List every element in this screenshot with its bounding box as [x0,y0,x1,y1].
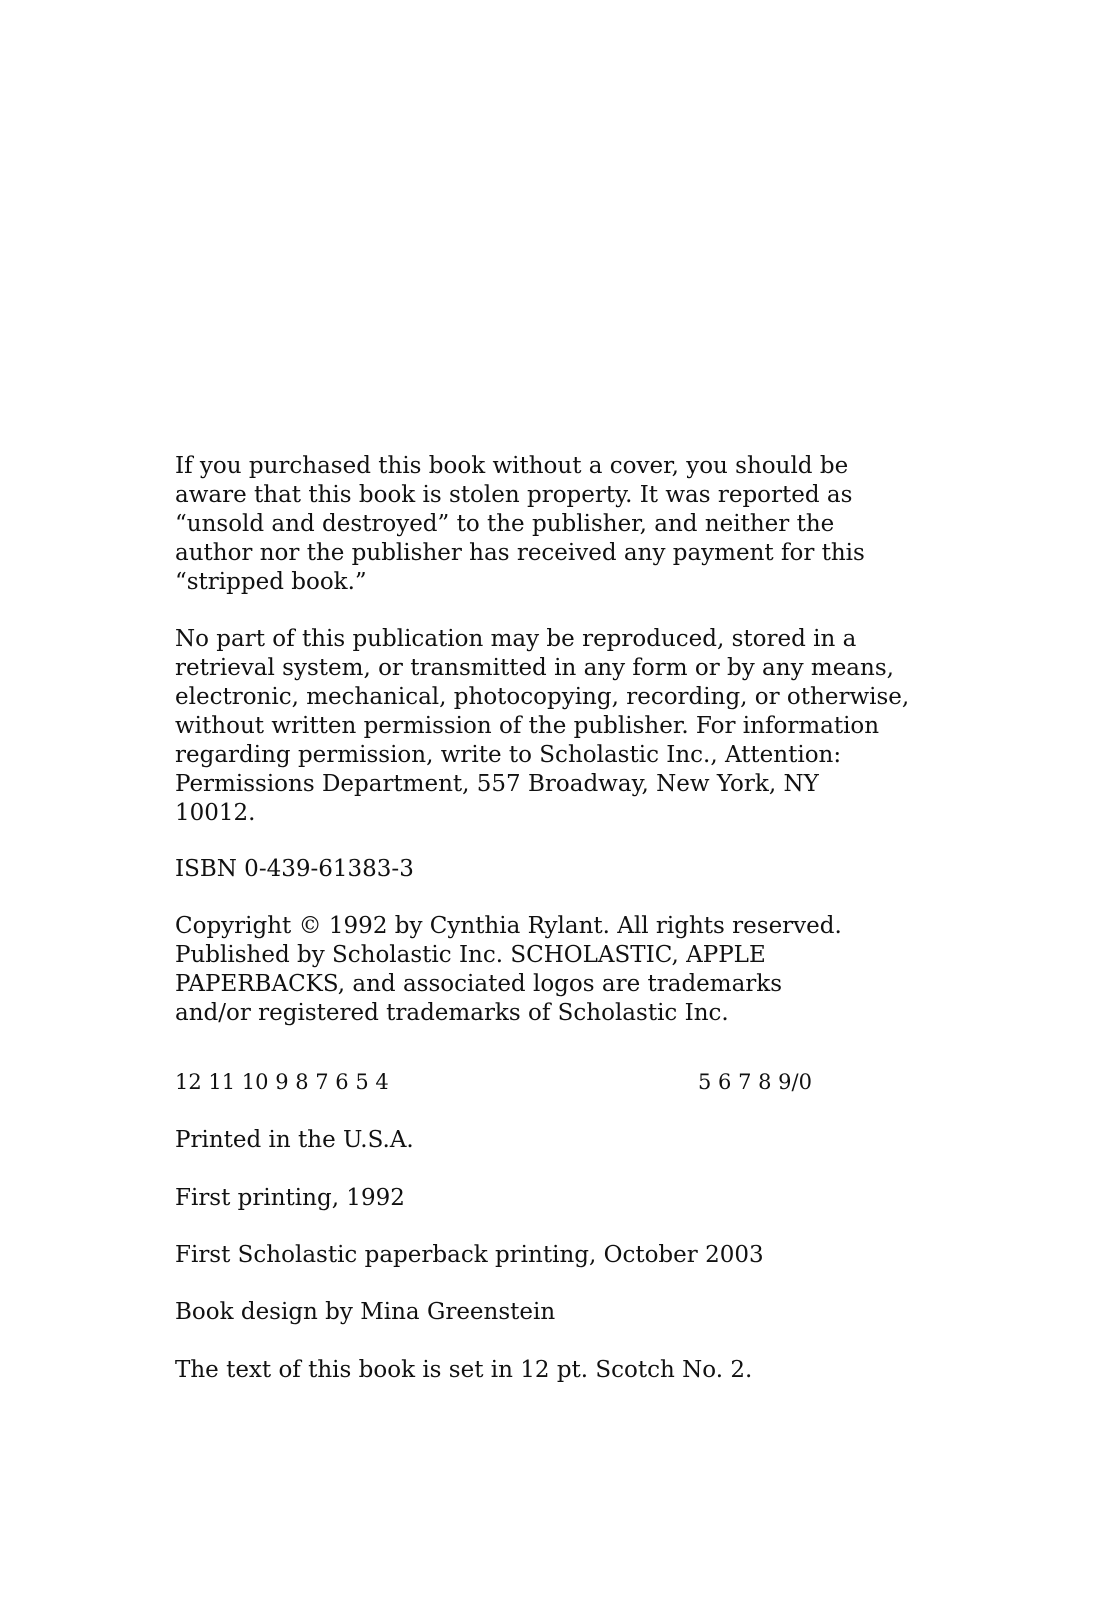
rights-line: without written permission of the publisher. For information [175,713,880,739]
rights-line: regarding permission, write to Scholastic Inc., Attention: [175,742,842,768]
rights-notice [175,625,910,828]
copyright-line: PAPERBACKS, and associated logos are trademarks [175,971,783,997]
copyright-notice [175,912,895,1028]
paperback-printing [175,1241,895,1270]
printed-in [175,1126,895,1155]
copyright-line: and/or registered trademarks of Scholastic Inc. [175,1000,729,1026]
rights-line: Permissions Department, 557 Broadway, New York, NY [175,771,819,797]
isbn [175,855,895,884]
stripped-book-notice [175,452,895,597]
notice-line: If you purchased this book without a cover, you should be [175,453,849,479]
copyright-line: Published by Scholastic Inc. SCHOLASTIC, APPLE [175,942,766,968]
isbn-text: ISBN 0-439-61383-3 [175,856,414,882]
book-design-text: Book design by Mina Greenstein [175,1299,556,1325]
first-printing [175,1184,895,1213]
typeface-note [175,1356,895,1385]
rights-line: retrieval system, or transmitted in any form or by any means, [175,655,894,681]
copyright-line: Copyright © 1992 by Cynthia Rylant. All rights reserved. [175,913,842,939]
notice-line: aware that this book is stolen property. It was reported as [175,482,853,508]
notice-line: “stripped book.” [175,569,367,595]
book-design-credit [175,1298,895,1327]
rights-line: 10012. [175,800,256,826]
printing-numbers-right: 5 6 7 8 9/0 [698,1070,812,1094]
rights-line: No part of this publication may be reproduced, stored in a [175,626,857,652]
typeface-note-text: The text of this book is set in 12 pt. Scotch No. 2. [175,1357,753,1383]
printed-in-text: Printed in the U.S.A. [175,1127,414,1153]
notice-line: “unsold and destroyed” to the publisher, and neither the [175,511,835,537]
paperback-printing-text: First Scholastic paperback printing, October 2003 [175,1242,764,1268]
rights-line: electronic, mechanical, photocopying, recording, or otherwise, [175,684,910,710]
notice-line: author nor the publisher has received any payment for this [175,540,865,566]
first-printing-text: First printing, 1992 [175,1185,405,1211]
printing-numbers-left: 12 11 10 9 8 7 6 5 4 [175,1070,389,1094]
